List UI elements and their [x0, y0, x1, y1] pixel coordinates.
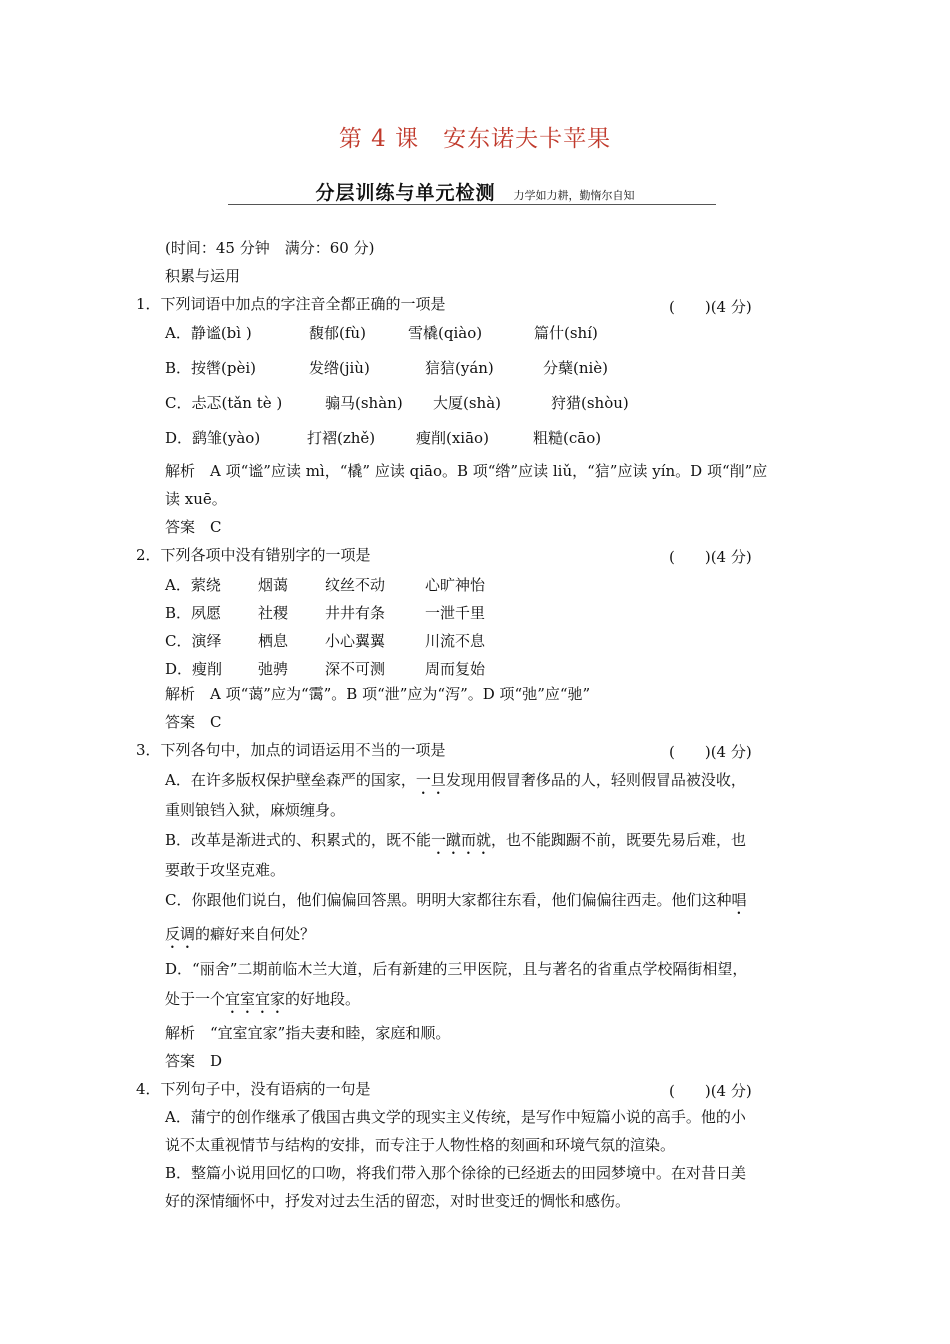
- q2-opt-d-2: 弛骋: [258, 660, 289, 678]
- banner-motto: 力学如力耕，勤惰尔自知: [513, 189, 635, 202]
- q3-opt-b-line1: [165, 826, 746, 858]
- q1-opt-d-4: 粗糙(cāo): [533, 429, 602, 447]
- q3-c-emphasis-1: 唱: [731, 891, 747, 909]
- q3-a-text-pre: A．在许多版权保护壁垒森严的国家，: [165, 771, 416, 789]
- q4-score: ( )(4 分): [669, 1082, 752, 1100]
- q2-opt-b-4: 一泄千里: [425, 604, 486, 622]
- q2-opt-d-1: D．瘦削: [165, 660, 223, 678]
- q1-opt-a-1: A．静谧(bì ): [165, 324, 252, 342]
- q1-opt-b-2: 发绺(jiù): [309, 359, 370, 377]
- q3-opt-a-line2: 重则锒铛入狱，麻烦缠身。: [165, 801, 346, 819]
- q1-opt-c-2: 骟马(shàn): [325, 394, 403, 412]
- q3-opt-d-line2: [165, 985, 360, 1017]
- q2-opt-b-2: 社稷: [258, 604, 289, 622]
- q3-opt-c-line2: [165, 920, 315, 952]
- q3-opt-c-line1: [165, 886, 747, 918]
- q3-opt-d-line1: D．“丽舍”二期前临木兰大道，后有新建的三甲医院，且与著名的省重点学校隔街相望，: [165, 960, 748, 978]
- q2-analysis: 解析 A 项“蔼”应为“霭”。B 项“泄”应为“泻”。D 项“弛”应“驰”: [165, 685, 591, 703]
- q3-c-text-post: 的癖好来自何处？: [195, 925, 316, 943]
- q2-stem: 2．下列各项中没有错别字的一项是: [136, 546, 371, 564]
- q3-score: ( )(4 分): [669, 743, 752, 761]
- q1-score: ( )(4 分): [669, 298, 752, 316]
- q4-stem: 4．下列句子中，没有语病的一句是: [136, 1080, 371, 1098]
- q3-c-emphasis-2: 反调: [165, 925, 196, 943]
- q1-opt-c-1: C．忐忑(tǎn tè ): [165, 394, 283, 412]
- q2-opt-c-4: 川流不息: [425, 632, 486, 650]
- q4-opt-b-line1: B．整篇小说用回忆的口吻，将我们带入那个徐徐的已经逝去的田园梦境中。在对昔日美: [165, 1164, 747, 1182]
- q1-opt-a-2: 馥郁(fù): [309, 324, 366, 342]
- q1-analysis-line1: 解析 A 项“谧”应读 mì，“橇” 应读 qiāo。B 项“绺”应读 liǔ，“狺”应读 yín。D 项“削”应: [165, 462, 768, 480]
- section-banner: [0, 178, 950, 205]
- q3-opt-a-line1: [165, 766, 746, 798]
- q1-stem: 1．下列词语中加点的字注音全都正确的一项是: [136, 295, 446, 313]
- q2-opt-a-2: 烟蔼: [258, 576, 289, 594]
- q1-opt-b-4: 分蘖(niè): [543, 359, 609, 377]
- q2-opt-b-1: B．夙愿: [165, 604, 222, 622]
- q3-opt-b-line2: 要敢于攻坚克难。: [165, 861, 286, 879]
- q1-opt-a-4: 篇什(shí): [534, 324, 598, 342]
- q4-opt-a-line1: A．蒲宁的创作继承了俄国古典文学的现实主义传统，是写作中短篇小说的高手。他的小: [165, 1108, 746, 1126]
- q1-opt-a-3: 雪橇(qiào): [408, 324, 483, 342]
- q2-opt-c-3: 小心翼翼: [325, 632, 386, 650]
- q3-b-text-pre: B．改革是渐进式的、积累式的，既不能: [165, 831, 432, 849]
- q1-opt-c-3: 大厦(shà): [433, 394, 502, 412]
- q2-opt-d-3: 深不可测: [325, 660, 386, 678]
- q2-opt-b-3: 井井有条: [325, 604, 386, 622]
- q2-opt-a-3: 纹丝不动: [325, 576, 386, 594]
- q1-analysis-line2: 读 xuē。: [165, 490, 227, 508]
- q3-d-text-pre: 处于一个: [165, 990, 226, 1008]
- banner-rule: [228, 204, 716, 205]
- q4-opt-b-line2: 好的深情缅怀中，抒发对过去生活的留恋，对时世变迁的惆怅和感伤。: [165, 1192, 631, 1210]
- q1-answer: 答案 C: [165, 518, 222, 536]
- time-score: (时间：45 分钟 满分：60 分): [165, 239, 375, 257]
- q2-opt-d-4: 周而复始: [425, 660, 486, 678]
- q2-opt-a-1: A．萦绕: [165, 576, 221, 594]
- page-title: 第 4 课 安东诺夫卡苹果: [338, 126, 612, 152]
- q4-opt-a-line2: 说不太重视情节与结构的安排，而专注于人物性格的刻画和环境气氛的渲染。: [165, 1136, 676, 1154]
- section-label: 积累与运用: [165, 267, 241, 285]
- q1-opt-c-4: 狩猎(shòu): [551, 394, 629, 412]
- q1-opt-b-1: B．按辔(pèi): [165, 359, 257, 377]
- q2-opt-c-1: C．演绎: [165, 632, 222, 650]
- q3-b-text-post: ，也不能踟蹰不前，既要先易后难，也: [491, 831, 747, 849]
- q3-c-text-pre: C．你跟他们说白，他们偏偏回答黑。明明大家都往东看，他们偏偏往西走。他们这种: [165, 891, 732, 909]
- q2-score: ( )(4 分): [669, 548, 752, 566]
- q1-opt-d-1: D．鹞雏(yào): [165, 429, 261, 447]
- q3-d-emphasis: 宜室宜家: [225, 990, 286, 1008]
- q3-a-emphasis: 一旦: [415, 771, 446, 789]
- q2-answer: 答案 C: [165, 713, 222, 731]
- q3-d-text-post: 的好地段。: [285, 990, 361, 1008]
- q3-a-text-post: 发现用假冒奢侈品的人，轻则假冒品被没收，: [445, 771, 746, 789]
- q3-stem: 3．下列各句中，加点的词语运用不当的一项是: [136, 741, 446, 759]
- q1-opt-d-3: 瘦削(xiāo): [416, 429, 489, 447]
- q3-b-emphasis: 一蹴而就: [431, 831, 492, 849]
- q1-opt-b-3: 狺狺(yán): [425, 359, 494, 377]
- q3-analysis: 解析 “宜室宜家”指夫妻和睦，家庭和顺。: [165, 1024, 451, 1042]
- q3-answer: 答案 D: [165, 1052, 223, 1070]
- q2-opt-c-2: 栖息: [258, 632, 289, 650]
- banner-heading: 分层训练与单元检测: [315, 182, 496, 204]
- q2-opt-a-4: 心旷神怡: [425, 576, 486, 594]
- q1-opt-d-2: 打褶(zhě): [307, 429, 376, 447]
